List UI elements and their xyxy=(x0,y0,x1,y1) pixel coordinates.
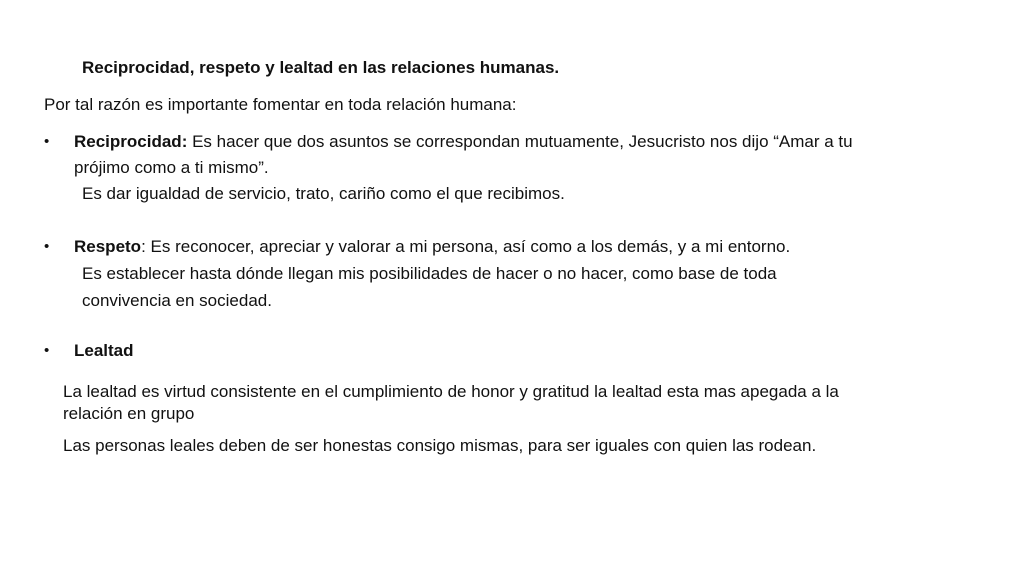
reciprocidad-definition: Es hacer que dos asuntos se correspondan mutuamente, Jesucristo nos dijo “Amar a tu xyxy=(187,132,853,151)
bullet-icon: • xyxy=(44,238,50,255)
lealtad-term: Lealtad xyxy=(74,341,134,360)
respeto-detail-2: convivencia en sociedad. xyxy=(82,291,272,310)
bullet-icon: • xyxy=(44,133,50,150)
lealtad-detail-2: relación en grupo xyxy=(63,404,195,423)
lealtad-detail-1: La lealtad es virtud consistente en el cumplimiento de honor y gratitud la lealtad esta mas apegada a la xyxy=(63,382,839,401)
reciprocidad-detail: Es dar igualdad de servicio, trato, cariño como el que recibimos. xyxy=(82,184,565,203)
intro-text: Por tal razón es importante fomentar en toda relación humana: xyxy=(44,95,517,114)
reciprocidad-line-2: prójimo como a ti mismo”. xyxy=(74,158,269,177)
respeto-line-1 xyxy=(74,236,790,258)
respeto-detail-1: Es establecer hasta dónde llegan mis posibilidades de hacer o no hacer, como base de toda xyxy=(82,264,777,283)
reciprocidad-term: Reciprocidad: xyxy=(74,132,188,151)
bullet-icon: • xyxy=(44,342,50,359)
lealtad-detail-3: Las personas leales deben de ser honestas consigo mismas, para ser iguales con quien las rodean. xyxy=(63,436,817,455)
reciprocidad-line-1 xyxy=(74,131,853,153)
respeto-definition: : Es reconocer, apreciar y valorar a mi persona, así como a los demás, y a mi entorno. xyxy=(141,237,791,256)
slide-title: Reciprocidad, respeto y lealtad en las relaciones humanas. xyxy=(82,58,560,77)
respeto-term: Respeto xyxy=(74,237,142,256)
